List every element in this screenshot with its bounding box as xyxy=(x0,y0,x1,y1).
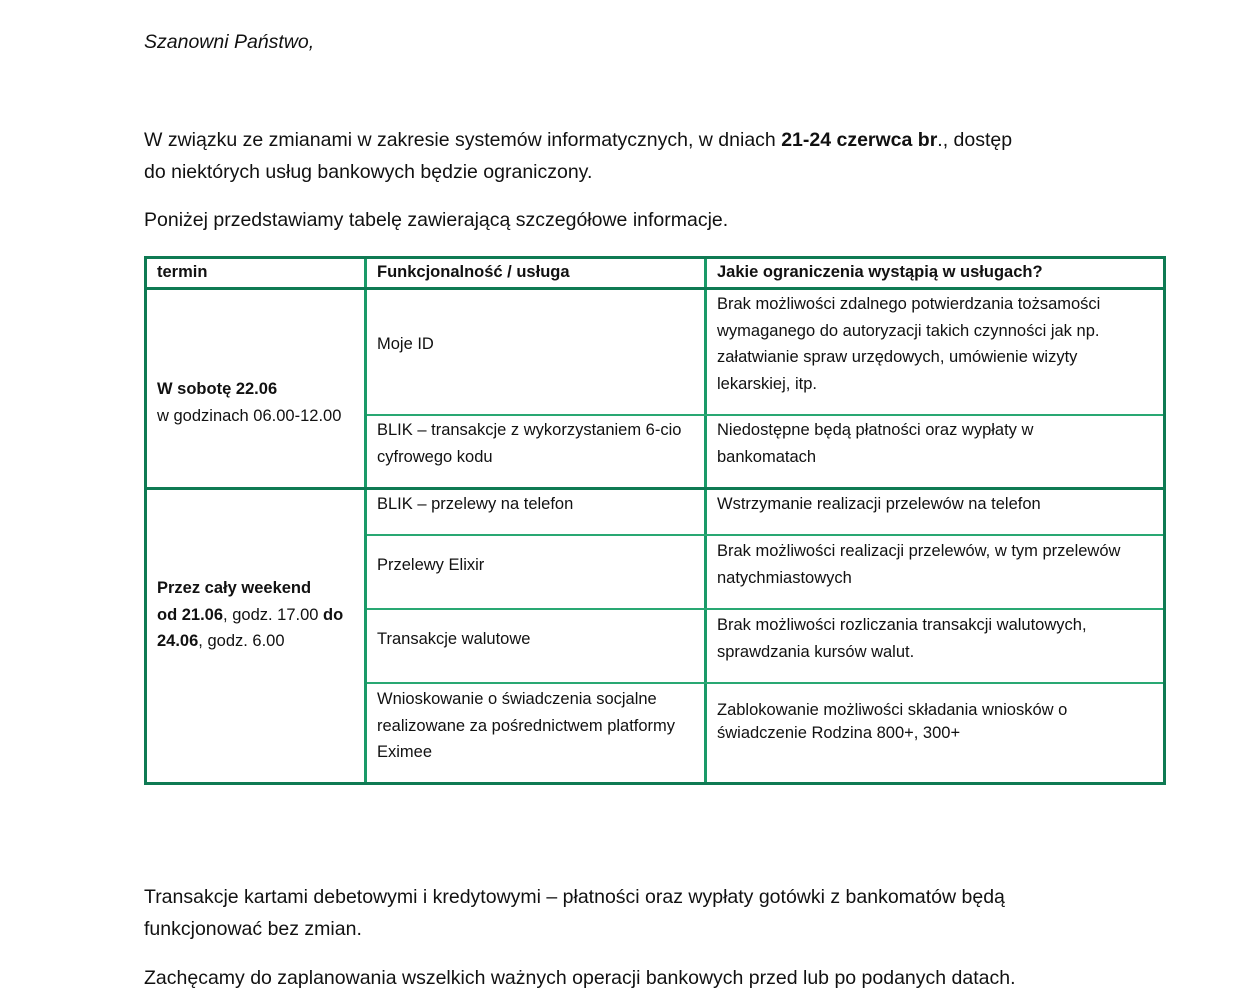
limits-line: Brak możliwości zdalnego potwierdzania tożsamości xyxy=(717,295,1101,313)
table-intro: Poniżej przedstawiamy tabelę zawierającą szczegółowe informacje. xyxy=(144,209,729,231)
limits-eximee xyxy=(707,699,1163,745)
service-line: cyfrowego kodu xyxy=(377,447,493,466)
service-line: realizowane za pośrednictwem platformy xyxy=(377,716,676,735)
limits-line: Niedostępne będą płatności oraz wypłaty w xyxy=(717,421,1034,439)
service-line: Wnioskowanie o świadczenia socjalne xyxy=(377,690,657,708)
row-divider xyxy=(367,608,1163,610)
limits-elixir xyxy=(707,538,1163,591)
limits-blik-code xyxy=(707,417,1163,470)
service-line: BLIK – transakcje z wykorzystaniem 6-cio xyxy=(377,421,682,439)
service-currency: Transakcje walutowe xyxy=(377,630,531,648)
term-weekend-from: od 21.06 xyxy=(157,605,224,624)
header-term: termin xyxy=(157,263,208,281)
header-divider xyxy=(147,287,1163,290)
limits-line: załatwianie spraw urzędowych, umówienie wizyty xyxy=(717,348,1078,366)
closing-text: Zachęcamy do zaplanowania wszelkich ważnych operacji bankowych przed lub po podanych datach. xyxy=(144,967,1016,989)
header-limits: Jakie ograniczenia wystąpią w usługach? xyxy=(717,263,1043,281)
intro-text-3: do niektórych usług bankowych będzie ograniczony. xyxy=(144,161,593,183)
service-blik-code xyxy=(367,417,704,470)
term-weekend-end: 24.06 xyxy=(157,632,199,650)
intro-text-1: W związku ze zmianami w zakresie systemów informatycznych, w dniach xyxy=(144,129,782,151)
limits-line: Zablokowanie możliwości składania wniosków o xyxy=(717,701,1068,719)
limits-line: sprawdzania kursów walut. xyxy=(717,642,915,661)
limits-blik-phone: Wstrzymanie realizacji przelewów na telefon xyxy=(717,495,1041,513)
group-divider xyxy=(147,487,1163,490)
term-weekend-from-time: , godz. 17.00 xyxy=(223,605,324,624)
limits-line: natychmiastowych xyxy=(717,568,852,587)
service-moje-id: Moje ID xyxy=(377,335,434,353)
limits-line: świadczenie Rodzina 800+, 300+ xyxy=(717,724,961,742)
greeting: Szanowni Państwo, xyxy=(144,31,315,53)
service-line: Eximee xyxy=(377,743,433,761)
service-eximee xyxy=(367,686,704,766)
term-weekend xyxy=(147,575,364,655)
intro-text-2: ., dostęp xyxy=(937,129,1013,151)
term-saturday-hours: w godzinach 06.00-12.00 xyxy=(157,406,342,425)
limits-line: lekarskiej, itp. xyxy=(717,374,817,393)
limits-line: Brak możliwości realizacji przelewów, w tym przelewów xyxy=(717,542,1121,560)
term-weekend-end-time: , godz. 6.00 xyxy=(198,632,285,650)
outage-table xyxy=(144,256,1166,785)
limits-currency xyxy=(707,612,1163,665)
term-saturday xyxy=(147,376,364,429)
service-elixir: Przelewy Elixir xyxy=(377,556,485,574)
row-divider xyxy=(367,682,1163,684)
term-saturday-title: W sobotę 22.06 xyxy=(157,380,278,398)
intro-paragraph xyxy=(144,124,1104,188)
intro-dates: 21-24 czerwca br xyxy=(781,129,938,151)
term-weekend-title: Przez cały weekend xyxy=(157,579,312,597)
limits-line: wymaganego do autoryzacji takich czynności jak np. xyxy=(717,321,1100,340)
limits-line: bankomatach xyxy=(717,447,817,466)
service-blik-phone: BLIK – przelewy na telefon xyxy=(377,495,574,513)
term-weekend-to: do xyxy=(323,605,344,624)
cards-note xyxy=(144,881,1144,945)
row-divider xyxy=(367,414,1163,416)
cards-note-line-1: Transakcje kartami debetowymi i kredytowymi – płatności oraz wypłaty gotówki z bankomatów będą xyxy=(144,886,1005,908)
header-service: Funkcjonalność / usługa xyxy=(377,263,570,281)
cards-note-line-2: funkcjonować bez zmian. xyxy=(144,918,362,940)
row-divider xyxy=(367,534,1163,536)
limits-line: Brak możliwości rozliczania transakcji walutowych, xyxy=(717,616,1087,634)
limits-moje-id xyxy=(707,291,1163,397)
